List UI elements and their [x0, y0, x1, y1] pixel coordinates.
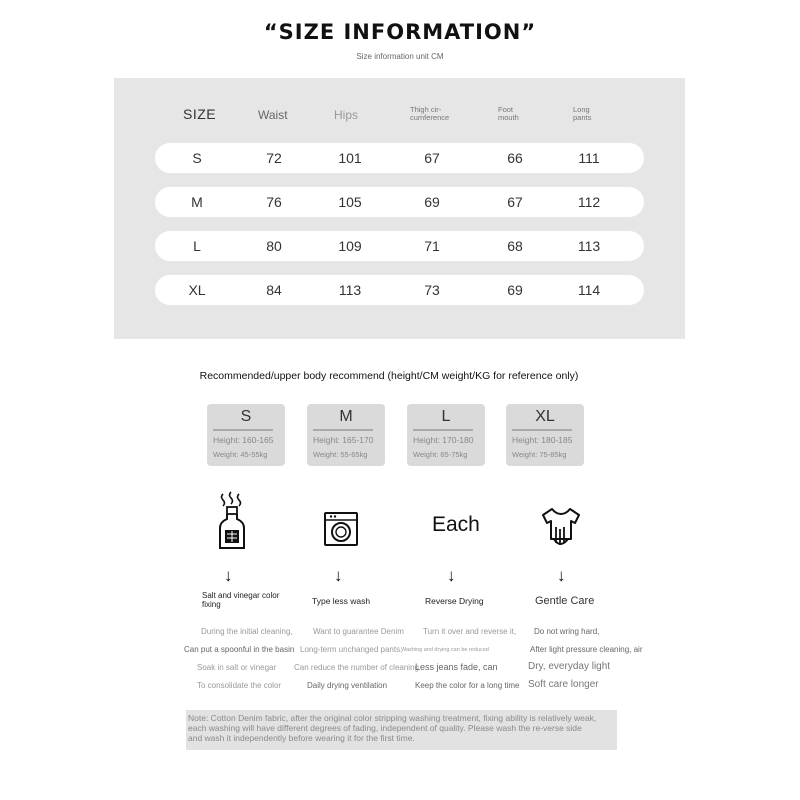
- care-desc: Soak in salt or vinegar: [197, 663, 277, 672]
- cell-waist: 84: [266, 282, 282, 298]
- care-desc: During the initial cleaning,: [201, 627, 293, 636]
- care-desc: Soft care longer: [528, 679, 599, 690]
- card-height: Height: 165-170: [313, 435, 374, 445]
- cell-thigh: 71: [424, 238, 440, 254]
- cell-long-pants: 113: [577, 238, 601, 254]
- size-card-l: [407, 404, 485, 466]
- cell-waist: 76: [266, 194, 282, 210]
- note-box: [186, 710, 617, 750]
- note-text: Note: Cotton Denim fabric, after the original color stripping washing treatment, fixing ability is relatively weak, each washing will have different degrees of fading, independent of quality. Please wash the re-verse side and wash it independently before wearing it for the first time.: [188, 713, 597, 743]
- header-thigh: Thigh cir- cumference: [410, 105, 450, 122]
- down-arrow-icon: ↓: [334, 566, 343, 585]
- size-card-xl: [506, 404, 584, 466]
- recommend-title: Recommended/upper body recommend (height/CM weight/KG for reference only): [199, 370, 579, 382]
- down-arrow-icon: ↓: [447, 566, 456, 585]
- cell-size: S: [192, 150, 202, 166]
- cell-thigh: 73: [424, 282, 440, 298]
- card-divider: [413, 429, 473, 431]
- card-weight: Weight: 55-65kg: [313, 450, 368, 459]
- care-desc: Want to guarantee Denim: [313, 627, 404, 636]
- table-row: [155, 187, 644, 217]
- care-desc: Can put a spoonful in the basin: [184, 645, 295, 654]
- care-desc: To consolidate the color: [197, 681, 282, 690]
- header-hips: Hips: [334, 108, 359, 122]
- care-label-type-less-wash: Type less wash: [312, 596, 371, 606]
- care-desc: Washing and drying can be reduced: [401, 647, 489, 653]
- page-title: “SIZE INFORMATION”: [263, 20, 537, 44]
- cell-size: XL: [188, 282, 206, 298]
- care-desc: Can reduce the number of cleaning: [294, 663, 419, 672]
- cell-size: L: [193, 238, 201, 254]
- card-weight: Weight: 65-75kg: [413, 450, 468, 459]
- card-size: L: [441, 408, 451, 425]
- header-size: SIZE: [183, 106, 217, 122]
- down-arrow-icon: ↓: [557, 566, 566, 585]
- cell-foot-mouth: 66: [507, 150, 523, 166]
- size-card-m: [307, 404, 385, 466]
- cell-thigh: 67: [424, 150, 440, 166]
- card-divider: [213, 429, 273, 431]
- card-height: Height: 170-180: [413, 435, 474, 445]
- care-desc: Less jeans fade, can: [415, 662, 498, 672]
- size-card-s: [207, 404, 285, 466]
- tshirt-care-icon: [538, 505, 584, 549]
- cell-hips: 113: [338, 282, 362, 298]
- care-label-salt-vinegar: Salt and vinegar color fixing: [202, 591, 280, 609]
- cell-long-pants: 114: [577, 282, 601, 298]
- care-desc: Keep the color for a long time: [415, 681, 520, 690]
- table-row: [155, 275, 644, 305]
- card-size: S: [240, 408, 252, 425]
- header-waist: Waist: [258, 108, 288, 122]
- cell-thigh: 69: [424, 194, 440, 210]
- card-size: XL: [535, 408, 555, 425]
- card-divider: [512, 429, 572, 431]
- card-size: M: [339, 408, 353, 425]
- care-label-reverse-drying: Reverse Drying: [425, 596, 484, 606]
- care-desc: After light pressure cleaning, air: [530, 645, 643, 654]
- cell-long-pants: 111: [578, 150, 600, 166]
- care-desc: Do not wring hard,: [534, 627, 600, 636]
- cell-waist: 72: [266, 150, 282, 166]
- card-weight: Weight: 75-85kg: [512, 450, 567, 459]
- cell-waist: 80: [266, 238, 282, 254]
- card-weight: Weight: 45-55kg: [213, 450, 268, 459]
- cell-hips: 105: [338, 194, 362, 210]
- cell-size: M: [191, 194, 203, 210]
- washing-machine-icon: [322, 510, 360, 548]
- down-arrow-icon: ↓: [224, 566, 233, 585]
- card-height: Height: 180-185: [512, 435, 573, 445]
- cell-hips: 101: [338, 150, 362, 166]
- header-long-pants: Long pants: [573, 105, 592, 122]
- table-row: [155, 143, 644, 173]
- each-text-icon: Each: [432, 513, 480, 536]
- care-desc: Dry, everyday light: [528, 661, 611, 672]
- care-desc: Turn it over and reverse it,: [423, 627, 517, 636]
- card-divider: [313, 429, 373, 431]
- card-height: Height: 160-165: [213, 435, 274, 445]
- cell-hips: 109: [338, 238, 362, 254]
- care-desc: Long-term unchanged pants,: [300, 645, 403, 654]
- vinegar-bottle-icon: [212, 490, 252, 552]
- care-desc: Daily drying ventilation: [307, 681, 388, 690]
- header-foot-mouth: Foot mouth: [498, 105, 519, 122]
- cell-foot-mouth: 69: [507, 282, 523, 298]
- cell-foot-mouth: 68: [507, 238, 523, 254]
- table-row: [155, 231, 644, 261]
- cell-long-pants: 112: [577, 194, 601, 210]
- care-label-gentle-care: Gentle Care: [535, 595, 595, 607]
- cell-foot-mouth: 67: [507, 194, 523, 210]
- page-subtitle: Size information unit CM: [356, 52, 444, 61]
